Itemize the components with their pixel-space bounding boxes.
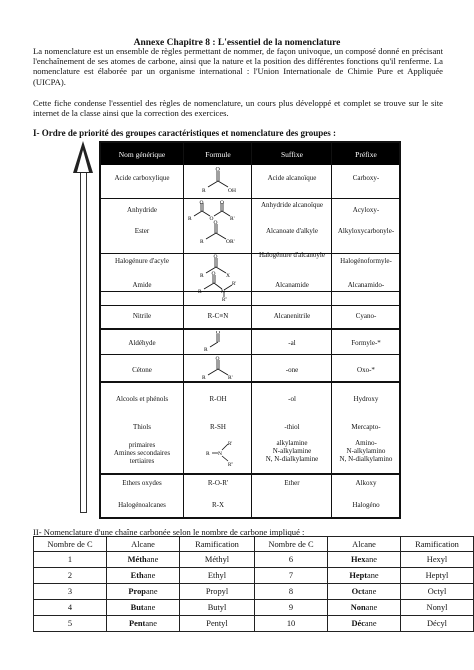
formula-amide [185,271,251,301]
header-formula: Formule [205,150,231,159]
row-suffix-ether: Ether [284,479,300,487]
page-title: Annexe Chapitre 8 : L'essentiel de la nomenclature [133,38,341,48]
carbon-count: 7 [255,568,328,584]
branch-name: Hexyl [401,552,474,568]
row-prefix-amines [333,439,399,463]
alkane-name: Propane [107,584,180,600]
carbon-count: 5 [34,616,107,632]
row-suffix-amide: Alcanamide [275,281,309,289]
branch-name: Propyl [180,584,255,600]
amine-tertiary-label: tertiaires [129,457,155,465]
row-name-acid: Acide carboxylique [114,174,170,182]
svg-text:R: R [200,273,204,279]
row-prefix-acid: Carboxy- [352,174,380,182]
row-suffix-ketone: -one [285,366,299,374]
row-prefix-ester: Alkyloxycarbonyle- [337,227,395,235]
row-name-amines [101,441,183,465]
row-name-ketone: Cétone [132,366,152,374]
carbon-count: 4 [34,600,107,616]
header-alkane: Alcane [107,537,180,552]
alkane-name: Nonane [328,600,401,616]
svg-text:X: X [226,273,230,279]
row-name-acyl-halide: Halogénure d'acyle [115,257,169,265]
row-prefix-haloalkane: Halogéno [352,501,380,509]
header-suffix: Suffixe [281,150,303,159]
row-suffix-amines [253,439,331,463]
row-divider [101,473,399,475]
header-carbon-count: Nombre de C [255,537,328,552]
row-prefix-thiol: Mercapto- [351,423,381,431]
alkane-name: Heptane [328,568,401,584]
row-prefix-anhydride: Acyloxy- [352,206,380,214]
amine-suffix-secondary: N-alkylamine [272,447,312,455]
row-name-haloalkane: Halogénoalcanes [118,501,166,509]
branch-name: Octyl [401,584,474,600]
header-carbon-count: Nombre de C [34,537,107,552]
svg-text:R: R [206,451,210,457]
svg-text:R: R [200,239,204,245]
intro-paragraph: La nomenclature est un ensemble de règles permettant de nommer, de façon univoque, un composé donné en précisant l'enchaînement de ses atomes de carbone, ainsi que la nature et la position des différentes fonctions qu'il renferme. La nomenclature est élaborée par un organisme international : l'Union Internationale de Chimie Pure et Appliquée (UICPA). [33,46,443,87]
groups-table [99,141,401,519]
formula-thiol: R-SH [210,423,226,431]
branch-name: Butyl [180,600,255,616]
svg-text:R: R [204,347,208,353]
row-name-amide: Amide [132,281,152,289]
row-divider [101,381,399,383]
svg-text:R: R [202,188,206,194]
branch-name: Méthyl [180,552,255,568]
amine-secondary-label: Amines secondaires [113,449,171,457]
row-name-anhydride: Anhydride [127,206,157,214]
row-prefix-nitrile: Cyano- [355,312,377,320]
header-branch: Ramification [401,537,474,552]
alkane-name: Méthane [107,552,180,568]
row-divider [101,305,399,306]
amine-suffix-tertiary: N, N-dialkylamine [265,455,319,463]
formula-nitrile: R-C≡N [207,312,229,320]
alkane-name: Hexane [328,552,401,568]
formula-alcohol: R-OH [209,395,227,403]
formula-amine [185,439,251,467]
row-suffix-ester: Alcanoate d'alkyle [266,227,318,235]
row-name-aldehyde: Aldéhyde [128,339,156,347]
carbon-count: 8 [255,584,328,600]
formula-aldehyde [185,331,251,353]
svg-text:R': R' [228,442,233,447]
amine-prefix-primary: Amino- [355,439,377,447]
amine-prefix-secondary: N-alkylamino [346,447,386,455]
priority-arrow-shaft [80,172,87,513]
svg-text:O: O [209,216,214,222]
carbon-count-table [33,536,474,632]
header-generic-name: Nom générique [118,150,166,159]
svg-text:R: R [198,289,202,295]
row-suffix-nitrile: Alcanenitrile [273,312,311,320]
svg-text:O: O [213,254,218,260]
alkane-name: Butane [107,600,180,616]
row-prefix-alcohol: Hydroxy [353,395,379,403]
row-name-ester: Ester [134,227,150,235]
row-suffix-anhydride: Anhydride alcanoïque [260,201,323,209]
carbon-count: 10 [255,616,328,632]
svg-text:R'': R'' [222,298,228,301]
amine-prefix-tertiary: N, N-dialkylamino [339,455,393,463]
column-divider [183,143,184,517]
formula-acid [185,165,251,195]
formula-ether: R-O-R' [207,479,229,487]
priority-arrow-head-inner [77,150,89,172]
table-row [34,568,474,584]
table-row [34,552,474,568]
alkane-name: Décane [328,616,401,632]
header-prefix: Préfixe [355,150,377,159]
carbon-count: 2 [34,568,107,584]
row-suffix-aldehyde: -al [288,339,296,347]
header-branch: Ramification [180,537,255,552]
branch-name: Heptyl [401,568,474,584]
carbon-count: 1 [34,552,107,568]
formula-haloalkane: R-X [211,501,225,509]
alkane-name: Ethane [107,568,180,584]
table-row [34,600,474,616]
intro-paragraph-2: Cette fiche condense l'essentiel des règles de nomenclature, un cours plus développé et complet se trouve sur le site internet de la classe ainsi que la correction des exercices. [33,98,443,119]
formula-ketone [185,356,251,380]
svg-text:R': R' [228,375,233,380]
section-1-heading: I- Ordre de priorité des groupes caractéristiques et nomenclature des groupes : [33,128,337,138]
row-suffix-alcohol: -ol [288,395,296,403]
svg-text:N: N [218,451,222,457]
table-row [34,616,474,632]
svg-text:R'': R'' [228,463,234,467]
carbon-count: 3 [34,584,107,600]
svg-text:R: R [188,216,192,222]
branch-name: Décyl [401,616,474,632]
svg-text:R: R [202,375,206,380]
row-divider [101,354,399,355]
branch-name: Ethyl [180,568,255,584]
carbon-table-header [34,537,474,552]
section-2-heading: II- Nomenclature d'une chaîne carbonée selon le nombre de carbone impliqué : [33,527,305,537]
svg-text:N: N [221,289,225,295]
row-prefix-aldehyde: Formyle-* [351,339,381,347]
formula-ester [185,219,251,245]
svg-text:OH: OH [228,188,236,194]
svg-text:O: O [213,220,218,226]
svg-text:O: O [215,167,220,173]
column-divider [331,143,332,517]
row-divider [101,198,399,199]
svg-text:O: O [220,200,224,206]
row-name-nitrile: Nitrile [132,312,152,320]
column-divider [251,143,252,517]
svg-text:O: O [199,200,204,206]
svg-text:R': R' [232,282,237,287]
row-suffix-acid: Acide alcanoïque [267,174,317,182]
svg-text:OR': OR' [226,239,235,245]
svg-text:R': R' [230,216,235,222]
svg-text:O: O [215,356,220,362]
row-divider [101,328,399,330]
groups-table-header [101,143,399,165]
svg-text:O: O [211,271,216,277]
alkane-name: Octane [328,584,401,600]
table-row [34,584,474,600]
row-prefix-ketone: Oxo-* [357,366,375,374]
carbon-count: 9 [255,600,328,616]
svg-text:O: O [216,331,220,336]
row-prefix-amide: Alcanamido- [347,281,385,289]
alkane-name: Pentane [107,616,180,632]
row-prefix-acyl-halide: Halogénoformyle- [340,257,392,265]
carbon-count: 6 [255,552,328,568]
amine-primary-label: primaires [128,441,156,449]
branch-name: Pentyl [180,616,255,632]
header-alkane: Alcane [328,537,401,552]
branch-name: Nonyl [401,600,474,616]
amine-suffix-primary: alkylamine [276,439,308,447]
row-prefix-ether: Alkoxy [355,479,377,487]
row-suffix-thiol: -thiol [284,423,300,431]
row-name-alcohol: Alcools et phénols [115,395,169,403]
row-name-thiol: Thiols [133,423,151,431]
row-suffix-acyl-halide: Halogénure d'alcanoyle [259,251,325,259]
row-name-ether: Ethers oxydes [122,479,162,487]
